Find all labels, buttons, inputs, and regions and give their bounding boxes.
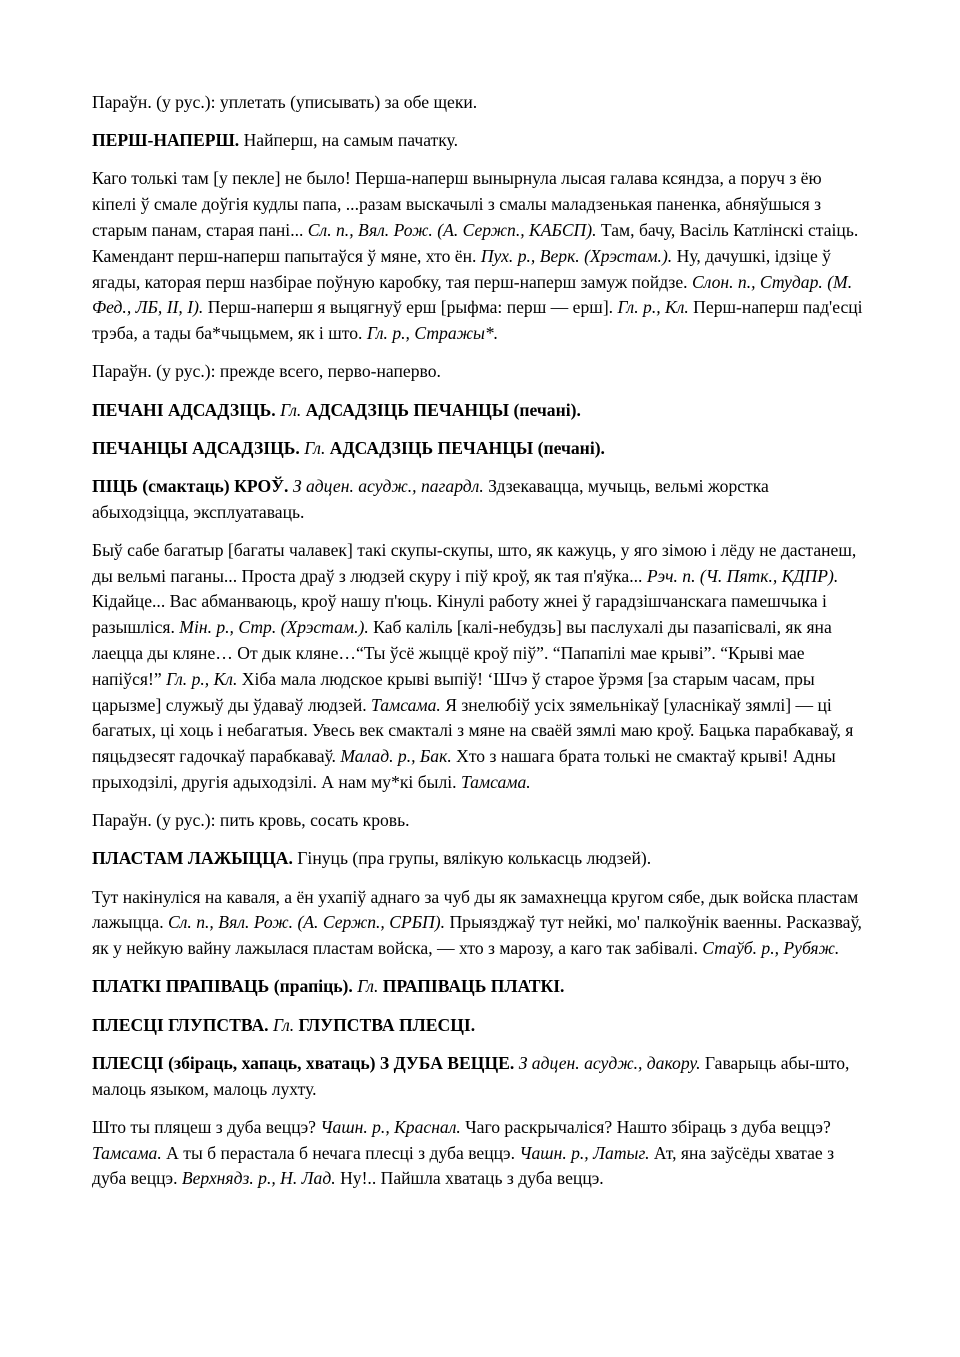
text-run: Ат, яна заўсёды хватае з дуба веццэ. (92, 1142, 835, 1189)
document-page (92, 90, 870, 1205)
source-citation: Пух. р., Верк. (Хрэстам.). (480, 245, 673, 266)
source-citation: Стаўб. р., Рубяж. (702, 938, 840, 959)
text-run: Там, бачу, Васіль Катлінскі стаіць. Камендант перш-наперш папытаўся ў мяне, хто ён. (92, 219, 859, 266)
source-citation: Рэч. п. (Ч. Пятк., КДПР). (646, 565, 839, 586)
text-run: Ну, дачушкі, ідзіце ў ягады, каторая перш назбірае поўную каробку, тая перш-наперш замуж пойдзе. (92, 245, 831, 292)
text-run: Перш-наперш я выцягнуў ерш [рыфма: перш — ерш]. (203, 297, 618, 318)
text-run: Ну!.. Пайшла хватаць з дуба веццэ. (335, 1168, 604, 1189)
cross-reference-marker: Гл. (275, 399, 302, 420)
text-run: Хто з нашага брата толькі не смактаў крыві! Адны прыходзілі, другія адыходзілі. А нам му*кі былі. (92, 746, 836, 793)
examples-plesci-z-duba-vecce (92, 1115, 870, 1192)
entry-plesci-z-duba-vecce (92, 1051, 870, 1103)
entry-headword: ПЛАСТАМ ЛАЖЫЦЦА. (92, 848, 293, 869)
cross-reference-marker: Гл. (268, 1014, 295, 1035)
source-citation: Гл. р., Кл. (166, 668, 238, 689)
text-run: Каб каліль [калі-небудзь] вы паслухалі ды пазапісвалі, як яна лаецца ды кляне… От дык кляне…“Ты ўсё жыццё кроў піў”. “Папапілі мае крыві”. “Крыві мае напіўся!” (92, 617, 832, 689)
entry-plesci-hlupstva (92, 1013, 870, 1039)
entry-headword: ПЛЕСЦІ ГЛУПСТВА. (92, 1014, 269, 1035)
entry-headword: ПЕЧАНІ АДСАДЗІЦЬ. (92, 399, 276, 420)
source-citation: Гл. р., Кл. (617, 297, 689, 318)
text-run: Кідайце... Вас абманваюць, кроў нашу п'юць. Кінулі работу жнеі ў гарадзішчанскага памешчыка і разышліся. (92, 591, 827, 638)
entry-definition: Здзекавацца, мучыць, вельмі жорстка абыходзіцца, эксплуатаваць. (92, 475, 769, 522)
entry-pechancy-adsadzic (92, 436, 870, 462)
usage-note: З адцен. асудж., дакору. (514, 1052, 701, 1073)
source-citation: Сл. п., Вял. Рож. (А. Сержп., КАБСП). (307, 219, 597, 240)
text-run: Хіба мала людское крыві выпіў! ‘Шчэ ў старое ўрэмя [за старым часам, пры царызме] служыў ды ўдаваў людзей. (92, 668, 815, 715)
entry-pechani-adsadzic (92, 398, 870, 424)
examples-pic-krou (92, 538, 870, 796)
text-run: Чаго раскрычаліся? Нашто збіраць з дуба веццэ? (460, 1116, 831, 1137)
usage-note: З адцен. асудж., пагардл. (288, 475, 484, 496)
text-run: Каго толькі там [у пекле] не было! Перша-наперш вынырнула лысая галава ксяндза, а поруч з ёю кіпелі ў смале доўгія кудлы папа, ...разам выскачылі з смалы маладзенькая паненка, абняўшыся з старым панам, старая пані... (92, 168, 822, 240)
entry-pic-krou (92, 474, 870, 526)
source-citation: Чашн. р., Краснал. (320, 1116, 461, 1137)
entry-headword: ПЛАТКІ ПРАПІВАЦЬ (прапіць). (92, 976, 353, 997)
text-run: Быў сабе багатыр [багаты чалавек] такі скупы-скупы, што, як кажуць, у яго зімою і лёду не дастанеш, ды вельмі паганы... Проста драў з людзей скуру і піў кроў, як тая п'яўка... (92, 539, 857, 586)
paragraph-comparison-1 (92, 90, 870, 116)
cross-reference-target: ПРАПІВАЦЬ ПЛАТКІ. (378, 976, 565, 997)
cross-reference-target: АДСАДЗІЦЬ ПЕЧАНЦЫ (печані). (301, 399, 581, 420)
text-run: Параўн. (у рус.): уплетать (уписывать) за обе щеки. (92, 92, 478, 112)
examples-plastam-lazhycca (92, 885, 870, 962)
source-citation: Гл. р., Стражы*. (366, 323, 499, 344)
source-citation: Тамсама. (92, 1142, 162, 1163)
entry-definition: Гаварыць абы-што, малоць языком, малоць лухту. (92, 1052, 850, 1099)
paragraph-comparison-3 (92, 808, 870, 834)
entry-headword: ПЕЧАНЦЫ АДСАДЗІЦЬ. (92, 437, 300, 458)
source-citation: Чашн. р., Латыг. (519, 1142, 650, 1163)
text-run: Параўн. (у рус.): прежде всего, перво-наперво. (92, 361, 441, 382)
source-citation: Мін. р., Стр. (Хрэстам.). (179, 617, 369, 638)
entry-persh-napersh (92, 128, 870, 154)
cross-reference-target: ГЛУПСТВА ПЛЕСЦІ. (294, 1014, 476, 1035)
text-run: Тут накінуліся на каваля, а ён ухапіў аднаго за чуб ды як замахнецца кругом сябе, дык войска пластам лажыцца. (92, 886, 859, 933)
cross-reference-marker: Гл. (299, 437, 326, 458)
entry-plastam-lazhycca (92, 846, 870, 872)
text-run: Прыязджаў тут нейкі, мо' палкоўнік ваенны. Расказваў, як у нейкую вайну лажылася пластам войска, — хто з марозу, а каго так забівалі. (92, 912, 862, 959)
text-run: Я знелюбіў усіх зямельнікаў [уласнікаў зямлі] — ці багатых, ці хоць і небагатыя. Увесь век смакталі з мяне на сваёй зямлі маю кроў. Бацька парабкаваў, я пяцьдзесят гадочкаў парабкаваў. (92, 694, 854, 767)
source-citation: Тамсама. (460, 772, 531, 793)
examples-persh-napersh (92, 166, 870, 347)
entry-headword: ПІЦЬ (смактаць) КРОЎ. (92, 475, 289, 496)
entry-headword: ПЛЕСЦІ (збіраць, хапаць, хватаць) З ДУБА ВЕЦЦЕ. (92, 1052, 515, 1073)
text-run: Параўн. (у рус.): пить кровь, сосать кровь. (92, 810, 410, 831)
entry-definition: Гінуць (пра групы, вялікую колькасць людзей). (292, 848, 652, 869)
text-run: Што ты пляцеш з дуба веццэ? (92, 1116, 321, 1137)
text-run: Перш-наперш пад'есці трэба, а тады ба*чыцьмем, як і што. (92, 297, 863, 344)
entry-headword: ПЕРШ-НАПЕРШ. (92, 130, 240, 151)
source-citation: Верхнядз. р., Н. Лад. (181, 1168, 336, 1189)
entry-platki-prapivac (92, 974, 870, 1000)
source-citation: Сл. п., Вял. Рож. (А. Сержп., СРБП). (168, 912, 446, 933)
source-citation: Слон. п., Студар. (М. Фед., ЛБ, II, I). (92, 271, 853, 318)
source-citation: Тамсама. (371, 694, 441, 715)
cross-reference-marker: Гл. (352, 976, 379, 997)
paragraph-comparison-2 (92, 359, 870, 385)
source-citation: Малад. р., Бак. (340, 746, 452, 767)
cross-reference-target: АДСАДЗІЦЬ ПЕЧАНЦЫ (печані). (325, 437, 605, 458)
text-run: А ты б перастала б нечага плесці з дуба веццэ. (161, 1142, 520, 1163)
entry-definition: Найперш, на самым пачатку. (239, 130, 458, 151)
